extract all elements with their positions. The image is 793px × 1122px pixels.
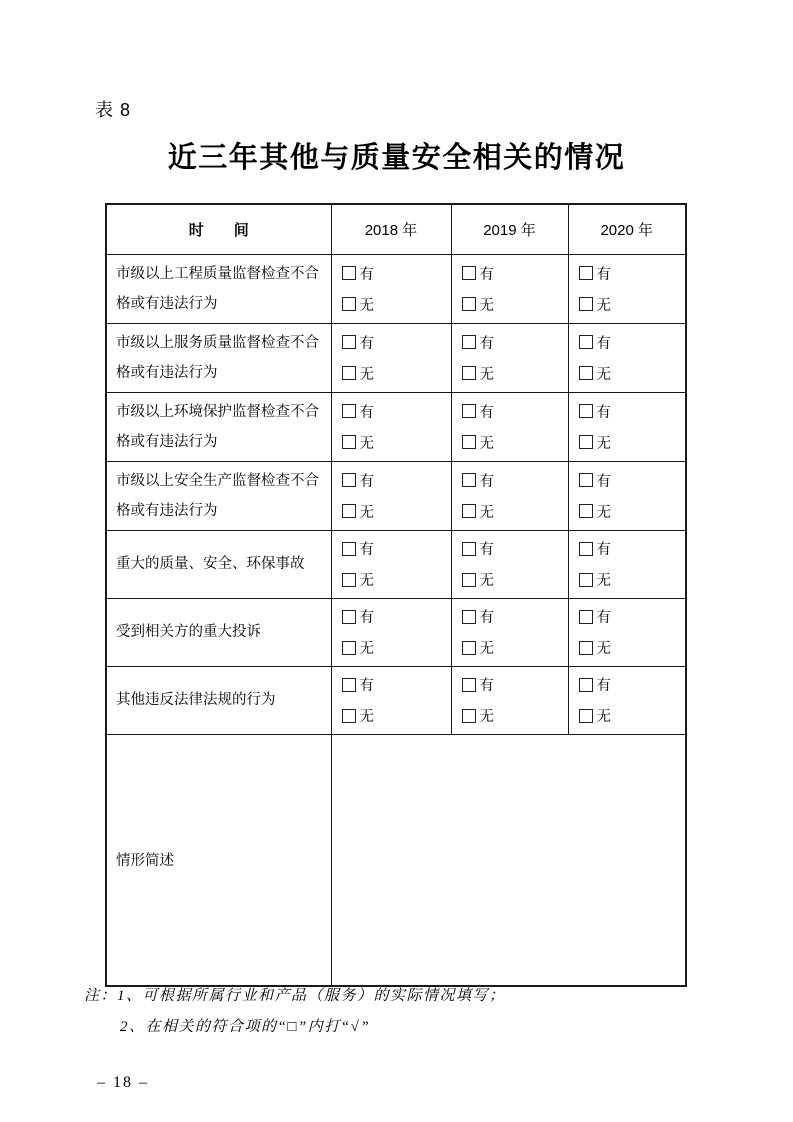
checkbox-label: 无: [359, 504, 374, 521]
checkbox-icon[interactable]: [342, 435, 356, 449]
checkbox-cell: [451, 254, 568, 323]
checkbox-option-no[interactable]: [342, 564, 449, 595]
checkbox-option-yes[interactable]: [462, 669, 566, 700]
checkbox-icon[interactable]: [342, 542, 356, 556]
checkbox-icon[interactable]: [462, 266, 476, 280]
checkbox-label: 无: [479, 504, 494, 521]
checkbox-icon[interactable]: [342, 335, 356, 349]
checkbox-cell: [331, 461, 451, 530]
checkbox-icon[interactable]: [579, 297, 593, 311]
checkbox-cell: [331, 666, 451, 734]
checkbox-option-yes[interactable]: [342, 601, 449, 632]
table-header-row: [106, 204, 686, 254]
checkbox-cell: [331, 254, 451, 323]
summary-input-area[interactable]: [331, 734, 686, 986]
checkbox-cell: [451, 530, 568, 598]
checkbox-label: 无: [479, 709, 494, 725]
table-body: [106, 254, 686, 734]
checkbox-icon[interactable]: [462, 504, 476, 518]
checkbox-option-yes[interactable]: [579, 327, 684, 358]
checkbox-label: 有: [359, 542, 374, 558]
checkbox-option-no[interactable]: [462, 564, 566, 595]
checkbox-icon[interactable]: [579, 641, 593, 655]
checkbox-label: 无: [359, 366, 374, 383]
checkbox-option-no[interactable]: [462, 496, 566, 527]
checkbox-option-no[interactable]: [462, 632, 566, 663]
checkbox-option-yes[interactable]: [342, 465, 449, 496]
checkbox-label: 无: [596, 435, 611, 452]
checkbox-option-yes[interactable]: [342, 396, 449, 427]
checkbox-cell: [331, 392, 451, 461]
checkbox-icon[interactable]: [342, 473, 356, 487]
checkbox-icon[interactable]: [579, 473, 593, 487]
row-label: 市级以上环境保护监督检查不合格或有违法行为: [106, 392, 331, 461]
quality-safety-table: [105, 203, 687, 987]
page-number: – 18 –: [97, 1074, 149, 1091]
checkbox-label: 有: [359, 473, 374, 490]
checkbox-option-no[interactable]: [579, 700, 684, 731]
table-row: [106, 530, 686, 598]
checkbox-option-yes[interactable]: [342, 327, 449, 358]
checkbox-icon[interactable]: [342, 404, 356, 418]
checkbox-icon[interactable]: [462, 709, 476, 723]
checkbox-option-no[interactable]: [342, 632, 449, 663]
checkbox-icon[interactable]: [579, 266, 593, 280]
checkbox-icon[interactable]: [342, 678, 356, 692]
checkbox-option-yes[interactable]: [342, 258, 449, 289]
checkbox-label: 无: [596, 297, 611, 314]
checkbox-label: 有: [479, 404, 494, 421]
checkbox-icon[interactable]: [579, 504, 593, 518]
row-label: 市级以上工程质量监督检查不合格或有违法行为: [106, 254, 331, 323]
header-year-2020: 2020 年: [568, 204, 686, 254]
checkbox-option-no[interactable]: [342, 358, 449, 389]
checkbox-label: 无: [479, 366, 494, 383]
checkbox-label: 无: [596, 641, 611, 657]
checkbox-label: 无: [596, 709, 611, 725]
checkbox-option-yes[interactable]: [342, 669, 449, 700]
checkbox-cell: [568, 530, 686, 598]
footnote-line-1: 注：1、可根据所属行业和产品（服务）的实际情况填写；: [84, 988, 506, 1004]
checkbox-option-yes[interactable]: [462, 601, 566, 632]
checkbox-option-no[interactable]: [579, 289, 684, 320]
checkbox-label: 无: [479, 297, 494, 314]
checkbox-option-no[interactable]: [342, 700, 449, 731]
checkbox-option-no[interactable]: [579, 358, 684, 389]
checkbox-label: 有: [596, 610, 611, 626]
checkbox-icon[interactable]: [462, 641, 476, 655]
checkbox-label: 有: [479, 542, 494, 558]
row-label: 市级以上安全生产监督检查不合格或有违法行为: [106, 461, 331, 530]
checkbox-cell: [568, 461, 686, 530]
checkbox-option-yes[interactable]: [462, 533, 566, 564]
checkbox-label: 有: [596, 542, 611, 558]
checkbox-label: 无: [359, 297, 374, 314]
table-row: [106, 392, 686, 461]
checkbox-cell: [568, 598, 686, 666]
checkbox-label: 无: [596, 573, 611, 589]
row-label: 其他违反法律法规的行为: [106, 666, 331, 734]
checkbox-label: 有: [479, 678, 494, 694]
checkbox-cell: [451, 323, 568, 392]
checkbox-label: 有: [359, 610, 374, 626]
checkbox-option-yes[interactable]: [579, 601, 684, 632]
checkbox-label: 有: [359, 404, 374, 421]
checkbox-option-yes[interactable]: [579, 669, 684, 700]
checkbox-label: 有: [359, 335, 374, 352]
checkbox-icon[interactable]: [462, 573, 476, 587]
checkbox-option-yes[interactable]: [462, 396, 566, 427]
checkbox-cell: [568, 392, 686, 461]
checkbox-cell: [451, 392, 568, 461]
checkbox-icon[interactable]: [462, 435, 476, 449]
checkbox-icon[interactable]: [342, 366, 356, 380]
checkbox-option-no[interactable]: [462, 427, 566, 458]
checkbox-label: 有: [596, 404, 611, 421]
checkbox-icon[interactable]: [462, 366, 476, 380]
checkbox-icon[interactable]: [342, 610, 356, 624]
checkbox-icon[interactable]: [462, 297, 476, 311]
checkbox-cell: [331, 530, 451, 598]
checkbox-option-no[interactable]: [342, 427, 449, 458]
checkbox-label: 无: [359, 641, 374, 657]
checkbox-option-no[interactable]: [462, 700, 566, 731]
checkbox-option-no[interactable]: [342, 289, 449, 320]
checkbox-icon[interactable]: [462, 610, 476, 624]
checkbox-label: 无: [359, 573, 374, 589]
checkbox-label: 有: [596, 335, 611, 352]
checkbox-icon[interactable]: [462, 678, 476, 692]
checkbox-label: 无: [479, 573, 494, 589]
summary-row-label: 情形简述: [106, 734, 331, 986]
row-label: 重大的质量、安全、环保事故: [106, 530, 331, 598]
summary-row: [106, 734, 686, 986]
checkbox-option-no[interactable]: [579, 564, 684, 595]
checkbox-icon[interactable]: [579, 678, 593, 692]
checkbox-icon[interactable]: [342, 504, 356, 518]
checkbox-label: 无: [479, 435, 494, 452]
checkbox-option-no[interactable]: [579, 427, 684, 458]
checkbox-cell: [451, 666, 568, 734]
checkbox-option-yes[interactable]: [462, 327, 566, 358]
checkbox-option-yes[interactable]: [579, 396, 684, 427]
checkbox-label: 有: [359, 678, 374, 694]
footnote-line-2: 2、在相关的符合项的“□”内打“√”: [120, 1019, 371, 1035]
checkbox-icon[interactable]: [579, 542, 593, 556]
checkbox-label: 有: [479, 473, 494, 490]
checkbox-label: 无: [359, 435, 374, 452]
checkbox-icon[interactable]: [579, 709, 593, 723]
checkbox-icon[interactable]: [462, 542, 476, 556]
header-time: 时 间: [106, 204, 331, 254]
header-year-2018: 2018 年: [331, 204, 451, 254]
table-row: [106, 254, 686, 323]
checkbox-option-yes[interactable]: [579, 258, 684, 289]
header-year-2019: 2019 年: [451, 204, 568, 254]
checkbox-icon[interactable]: [342, 709, 356, 723]
table-number-label: 表 8: [95, 100, 132, 120]
page-title: 近三年其他与质量安全相关的情况: [167, 142, 626, 174]
checkbox-icon[interactable]: [579, 335, 593, 349]
checkbox-cell: [568, 323, 686, 392]
table-row: [106, 666, 686, 734]
checkbox-label: 有: [479, 266, 494, 283]
checkbox-cell: [451, 598, 568, 666]
checkbox-option-yes[interactable]: [342, 533, 449, 564]
checkbox-cell: [568, 254, 686, 323]
row-label: 市级以上服务质量监督检查不合格或有违法行为: [106, 323, 331, 392]
checkbox-option-yes[interactable]: [462, 465, 566, 496]
checkbox-label: 无: [596, 366, 611, 383]
checkbox-label: 有: [596, 473, 611, 490]
checkbox-option-yes[interactable]: [462, 258, 566, 289]
checkbox-label: 有: [479, 610, 494, 626]
checkbox-icon[interactable]: [579, 610, 593, 624]
checkbox-option-no[interactable]: [579, 496, 684, 527]
checkbox-option-no[interactable]: [342, 496, 449, 527]
checkbox-label: 有: [479, 335, 494, 352]
checkbox-label: 无: [479, 641, 494, 657]
checkbox-option-no[interactable]: [462, 358, 566, 389]
checkbox-label: 有: [596, 266, 611, 283]
checkbox-icon[interactable]: [342, 641, 356, 655]
table-row: [106, 598, 686, 666]
checkbox-icon[interactable]: [462, 335, 476, 349]
checkbox-icon[interactable]: [462, 404, 476, 418]
table-row: [106, 461, 686, 530]
checkbox-cell: [331, 598, 451, 666]
checkbox-icon[interactable]: [579, 404, 593, 418]
checkbox-option-yes[interactable]: [579, 465, 684, 496]
checkbox-option-no[interactable]: [462, 289, 566, 320]
checkbox-icon[interactable]: [579, 366, 593, 380]
checkbox-option-yes[interactable]: [579, 533, 684, 564]
checkbox-icon[interactable]: [462, 473, 476, 487]
checkbox-cell: [331, 323, 451, 392]
checkbox-label: 无: [359, 709, 374, 725]
checkbox-icon[interactable]: [342, 266, 356, 280]
checkbox-icon[interactable]: [342, 573, 356, 587]
checkbox-icon[interactable]: [342, 297, 356, 311]
checkbox-cell: [568, 666, 686, 734]
table-row: [106, 323, 686, 392]
checkbox-option-no[interactable]: [579, 632, 684, 663]
checkbox-cell: [451, 461, 568, 530]
checkbox-icon[interactable]: [579, 435, 593, 449]
checkbox-label: 有: [359, 266, 374, 283]
row-label: 受到相关方的重大投诉: [106, 598, 331, 666]
checkbox-label: 无: [596, 504, 611, 521]
checkbox-label: 有: [596, 678, 611, 694]
checkbox-icon[interactable]: [579, 573, 593, 587]
